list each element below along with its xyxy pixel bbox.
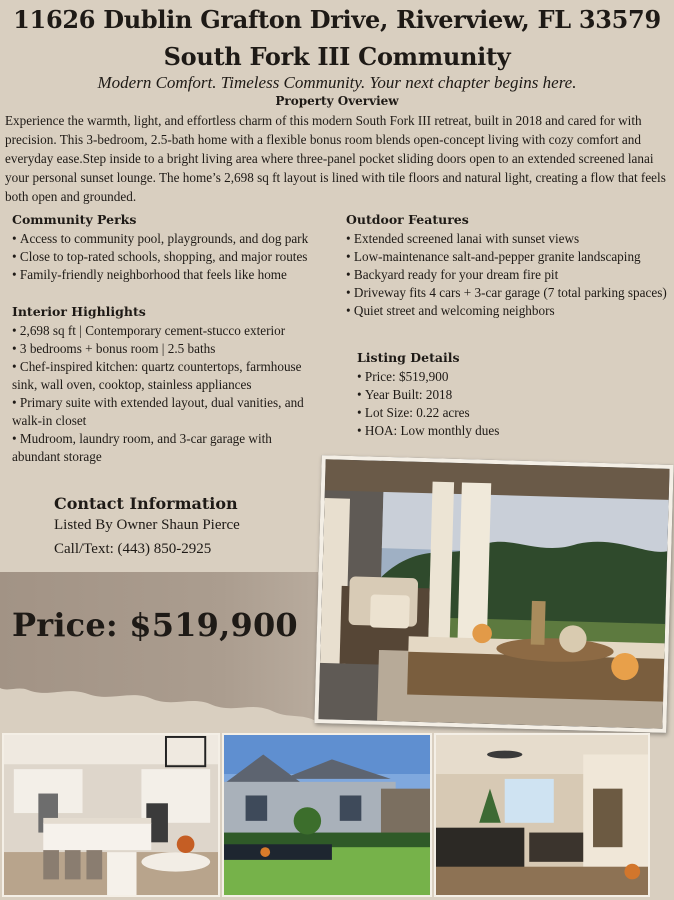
tagline: Modern Comfort. Timeless Community. Your next chapter begins here. — [97, 73, 577, 92]
overview-heading: Property Overview — [275, 94, 399, 108]
house-exterior-photo — [222, 733, 432, 897]
price-banner: Price: $519,900 — [12, 606, 298, 644]
list-item: • Primary suite with extended layout, dual vanities, and walk-in closet — [12, 394, 312, 430]
list-item: • Access to community pool, playgrounds, and dog park — [12, 230, 342, 248]
list-item: • Price: $519,900 — [357, 368, 657, 386]
community-perks-heading: Community Perks — [12, 212, 137, 227]
price-brush-band — [0, 572, 318, 722]
list-item: • Family-friendly neighborhood that feels like home — [12, 266, 342, 284]
interior-highlights-heading: Interior Highlights — [12, 304, 146, 319]
outdoor-features-list — [346, 230, 670, 320]
phone-number: Call/Text: (443) 850-2925 — [54, 541, 212, 557]
list-item: • Chef-inspired kitchen: quartz countertops, farmhouse sink, wall oven, cooktop, stainless appliances — [12, 358, 312, 394]
outdoor-features-heading: Outdoor Features — [346, 212, 469, 227]
lanai-photo — [314, 455, 673, 733]
contact-heading: Contact Information — [54, 494, 238, 513]
listed-by-owner: Listed By Owner Shaun Pierce — [54, 517, 240, 533]
interior-highlights-list — [12, 322, 312, 466]
listing-details-list — [357, 368, 657, 440]
listing-details-heading: Listing Details — [357, 350, 460, 365]
list-item: • Low-maintenance salt-and-pepper granite landscaping — [346, 248, 670, 266]
list-item: • Lot Size: 0.22 acres — [357, 404, 657, 422]
list-item: • Mudroom, laundry room, and 3-car garage with abundant storage — [12, 430, 312, 466]
list-item: • HOA: Low monthly dues — [357, 422, 657, 440]
list-item: • Backyard ready for your dream fire pit — [346, 266, 670, 284]
list-item: • Driveway fits 4 cars + 3-car garage (7 total parking spaces) — [346, 284, 670, 302]
list-item: • 3 bedrooms + bonus room | 2.5 baths — [12, 340, 312, 358]
list-item: • Quiet street and welcoming neighbors — [346, 302, 670, 320]
overview-text: Experience the warmth, light, and effortless charm of this modern South Fork III retreat, built in 2018 and cared for with precision. This 3-bedroom, 2.5-bath home with a flexible bonus room blends open-concept living with cozy comfort and everyday ease.Step inside to a bright living area where three-panel pocket sliding doors open to an extended screened lanai your personal sunset lounge. The home’s 2,698 sq ft layout is lined with tile floors and natural light, creating a flow that feels both open and grounded. — [5, 113, 666, 204]
community-perks-list — [12, 230, 342, 284]
list-item: • Extended screened lanai with sunset views — [346, 230, 670, 248]
community-title: South Fork III Community — [163, 42, 511, 71]
kitchen-photo — [2, 733, 220, 897]
address-title: 11626 Dublin Grafton Drive, Riverview, FL 33579 — [13, 5, 661, 34]
list-item: • Year Built: 2018 — [357, 386, 657, 404]
list-item: • 2,698 sq ft | Contemporary cement-stucco exterior — [12, 322, 312, 340]
list-item: • Close to top-rated schools, shopping, and major routes — [12, 248, 342, 266]
living-room-photo — [434, 733, 650, 897]
